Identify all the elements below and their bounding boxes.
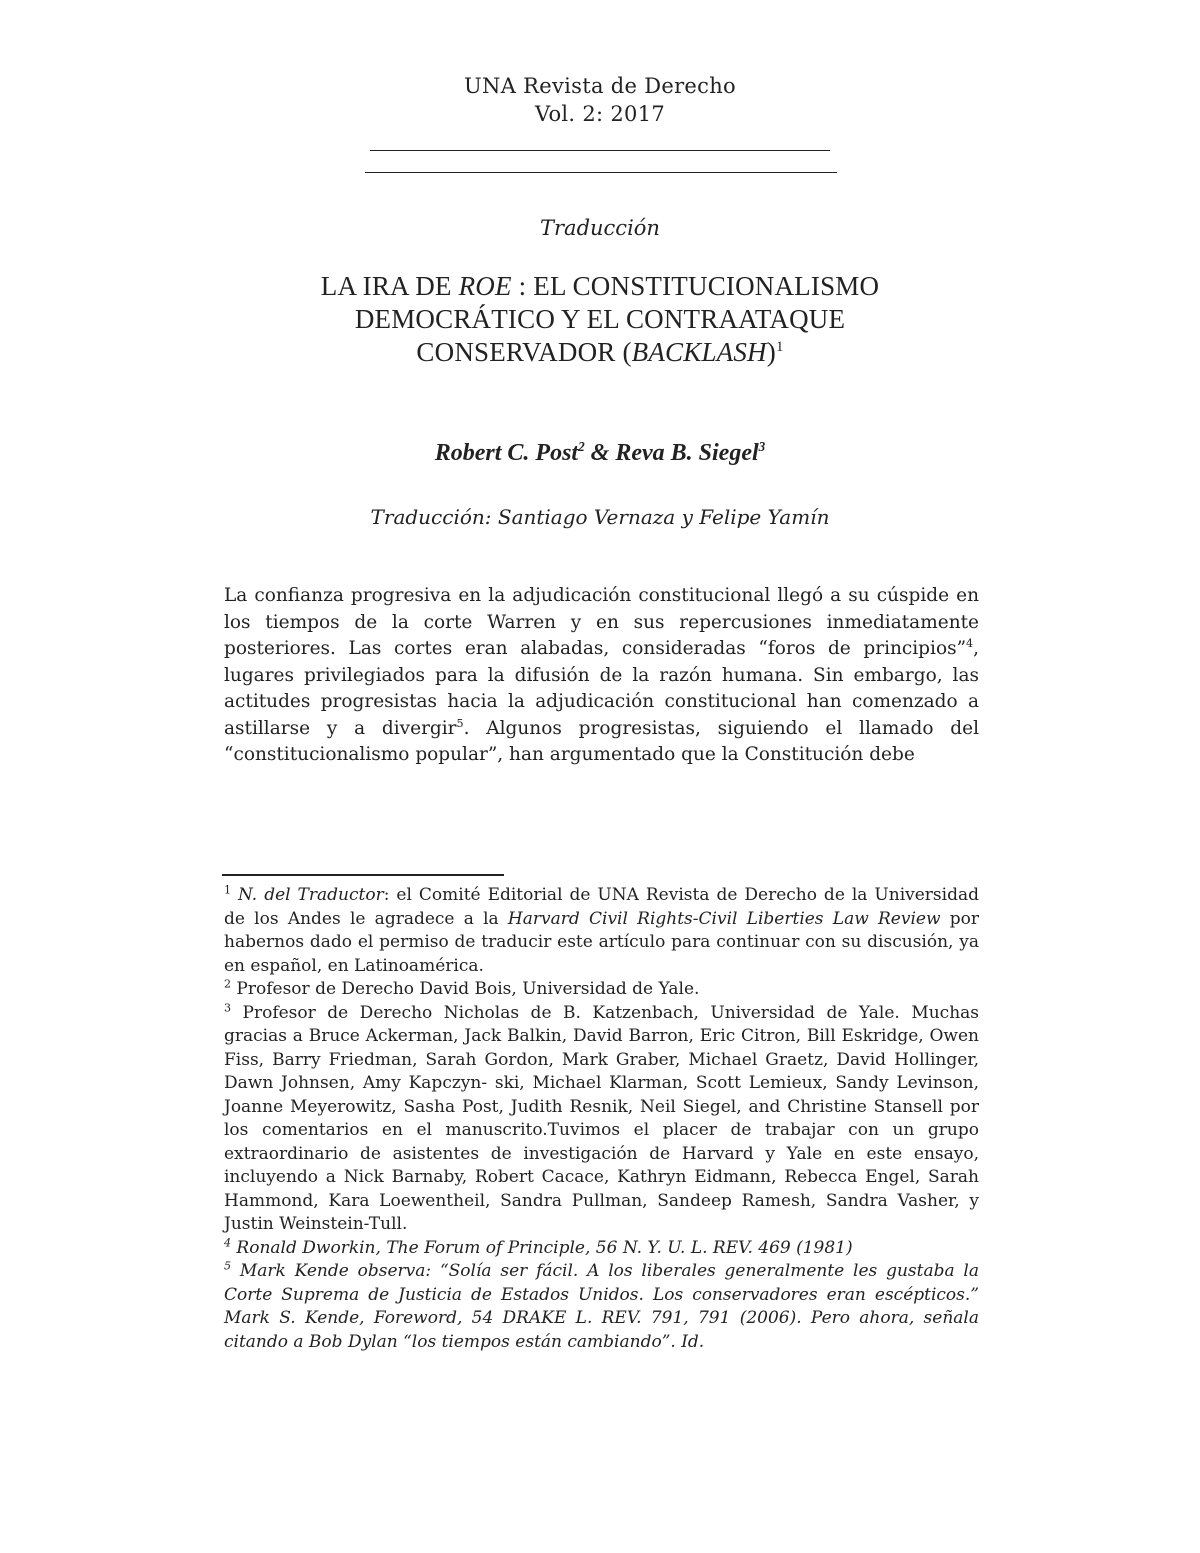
footnote-ref-1[interactable]: 1 [775, 339, 784, 355]
body-text: La confianza progresiva en la adjudicación constitucional llegó a su cúspide en los tiempos de la corte Warren y en sus repercusiones inmediatamente posteriores. Las cortes eran alabadas, consideradas “foros de principios” [224, 585, 979, 659]
footnote-text: Profesor de Derecho David Bois, Universidad de Yale. [231, 979, 700, 999]
footnote-number: 1 [224, 883, 232, 897]
footnote-ref-3[interactable]: 3 [758, 439, 766, 454]
footnote-text: : el Comité Editorial de UNA Revista de Derecho de la Universidad de los Andes le agradece a la [224, 885, 979, 929]
body-paragraph [224, 583, 979, 769]
footnote-text: Profesor de Derecho Nicholas de B. Katzenbach, Universidad de Yale. Muchas gracias a Bruce Ackerman, Jack Balkin, David Barron, Eric Citron, Bill Eskridge, Owen Fiss, Barry Friedman, Sarah Gordon, Mark Graber, Michael Graetz, David Hollinger, Dawn Johnsen, Amy Kapczyn- ski, Michael Klarman, Scott Lemieux, Sandy Levinson, Joanne Meyerowitz, Sasha Post, Judith Resnik, Neil Siegel, and Christine Stansell por los comentarios en el manuscrito.Tuvimos el placer de trabajar con un grupo extraordinario de asistentes de investigación de Harvard y Yale en este ensayo, incluyendo a Nick Barnaby, Robert Cacace, Kathryn Eidmann, Rebecca Engel, Sarah Hammond, Kara Loewentheil, Sandra Pullman, Sandeep Ramesh, Sandra Vasher, y Justin Weinstein-Tull. [224, 1002, 979, 1234]
footnote-separator [222, 874, 504, 876]
footnote-text: Mark Kende observa: “Solía ser fácil. A los liberales generalmente les gustaba la Corte Suprema de Justicia de Estados Unidos. Los conservadores eran escépticos.” Mark S. Kende, Foreword, 54 DRAKE L. REV. 791, 791 (2006). Pero ahora, señala citando a Bob Dylan “los tiempos están cambiando”. Id. [224, 1261, 979, 1352]
title-text: ) [766, 337, 776, 367]
header-rule-top [370, 150, 830, 151]
journal-name: UNA Revista de Derecho [464, 74, 736, 98]
translators-line: Traducción: Santiago Vernaza y Felipe Yamín [370, 505, 830, 529]
author-post: Robert C. Post [434, 440, 579, 466]
footnote-4 [224, 1237, 979, 1261]
footnote-5 [224, 1260, 979, 1354]
footnotes [224, 884, 979, 1354]
footnote-2 [224, 978, 979, 1002]
footnote-journal-name: Harvard Civil Rights-Civil Liberties Law Review [507, 908, 941, 929]
title-text: LA IRA DE [320, 271, 459, 301]
footnote-number: 3 [224, 1000, 232, 1014]
footnote-3 [224, 1002, 979, 1237]
title-text: CONSERVADOR ( [416, 337, 632, 367]
body-text: . Algunos progresistas, siguiendo el llamado del “constitucionalismo popular”, han argumentado que la Constitución debe [224, 717, 979, 765]
footnote-number: 2 [224, 977, 232, 991]
article-title [0, 270, 1200, 369]
body-text: , lugares privilegiados para la difusión de la razón humana. Sin embargo, las actitudes progresistas hacia la adjudicación constitucional han comenzado a astillarse y a divergir [224, 638, 979, 739]
footnote-ref-5[interactable]: 5 [456, 716, 464, 730]
footnote-lead: N. del Traductor [231, 885, 384, 905]
footnote-number: 4 [224, 1235, 232, 1249]
journal-header [0, 72, 1200, 128]
footnote-text: Ronald Dworkin, The Forum of Principle, 56 N. Y. U. L. REV. 469 (1981) [231, 1237, 853, 1258]
footnote-ref-4[interactable]: 4 [966, 636, 974, 650]
journal-volume: Vol. 2: 2017 [534, 102, 666, 126]
title-italic-roe: ROE [458, 271, 512, 301]
footnote-1 [224, 884, 979, 978]
title-text: : EL CONSTITUCIONALISMO [511, 271, 880, 301]
footnote-text: por habernos dado el permiso de traducir este artículo para continuar con su discusión, ya en español, en Latinoamérica. [224, 908, 979, 976]
author-joiner: & [584, 440, 616, 466]
footnote-number: 5 [224, 1259, 232, 1273]
footnote-ref-2[interactable]: 2 [578, 439, 585, 454]
title-line-1 [0, 270, 1200, 303]
title-line-3 [0, 336, 1200, 369]
header-rule-bottom [365, 172, 837, 173]
authors [0, 440, 1200, 467]
title-italic-backlash: BACKLASH [631, 337, 767, 367]
title-line-2: DEMOCRÁTICO Y EL CONTRAATAQUE [354, 304, 846, 334]
section-label: Traducción [540, 216, 660, 240]
author-siegel: Reva B. Siegel [615, 440, 759, 466]
